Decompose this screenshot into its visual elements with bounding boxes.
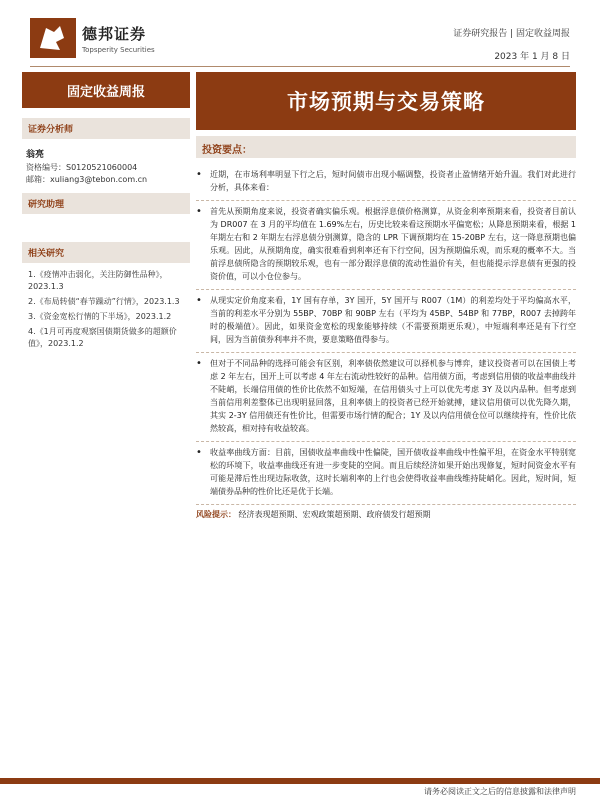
analyst-name: 翁亮 xyxy=(26,150,45,160)
header-divider xyxy=(30,66,570,67)
analyst-email: 邮箱：xuliang3@tebon.com.cn xyxy=(26,175,148,184)
summary-content xyxy=(196,164,576,520)
related-item[interactable]: 2.《布局转债“春节躁动”行情》，2023.1.3 xyxy=(28,297,180,306)
bullet-text: 但对于不同品种的选择可能会有区别，利率债依然建议可以择机参与博弈，建议投资者可以在国债上考虑 2 年左右，国开上可以考虑 4 年左右流动性较好的品种。信用债方面，考虑到信用债的收益率曲线并不陡峭，长端信用债的性价比依然不如短端，在信用债头寸上可以优先考虑 3Y 及以内品种。但考虑到当前信用利差整体已出现明显回落，且利率债上的投资者已经开始就搏，建议信用债可以优先降久期，其实 2-3Y 信用债还有性价比，但需要市场行情的配合；1Y 及以内信用债仓位可以继续持有，性价比依然较高，相对持有收益较高。 xyxy=(210,359,576,433)
report-date: 2023 年 1 月 8 日 xyxy=(494,52,570,62)
report-header xyxy=(453,26,570,62)
bullet-text: 从现实定价角度来看，1Y 国有存单，3Y 国开，5Y 国开与 R007（1M）的利差均处于平均偏高水平，当前的利差水平分别为 55BP、70BP 和 90BP 左右（平均为 45BP、54BP 和 77BP，R007 去掉跨年时的极端值）。因此，如果资金宽松的现象能够持续（不需要预期更乐观），中短端利率还是有下行空间，因为当前债券利率并不贵，要息策略值得参与。 xyxy=(210,296,576,344)
bullet-icon: • xyxy=(196,206,202,217)
risk-text: 经济表现超预期、宏观政策超预期、政府债发行超预期 xyxy=(238,510,431,519)
report-category: 证券研究报告 | 固定收益周报 xyxy=(453,29,570,39)
analyst-license: 资格编号：S0120521060004 xyxy=(26,163,138,172)
bullet-icon: • xyxy=(196,358,202,369)
summary-bullet xyxy=(196,164,576,201)
footer-note: 请务必阅读正文之后的信息披露和法律声明 xyxy=(424,787,576,796)
bullet-text: 收益率曲线方面：目前，国债收益率曲线中性偏陡，国开债收益率曲线中性偏平坦，在资金水平特别宽松的环境下，收益率曲线还有进一步变陡的空间。而且后续经济如果开始出现修复，短时间资金水平有可能是滞后性出现边际收敛，这时长端利率的上行也会使得收益率曲线维持陡峭化。因此，短时间，短端债券品种的性价比还是优于长端。 xyxy=(210,448,576,496)
risk-label: 风险提示： xyxy=(196,510,236,519)
assistant-heading: 研究助理 xyxy=(22,193,190,214)
summary-bullet xyxy=(196,442,576,505)
related-heading: 相关研究 xyxy=(22,242,190,263)
analyst-heading: 证券分析师 xyxy=(22,118,190,139)
related-item[interactable]: 4.《1月可再度观察国债期货做多的超额价值》，2023.1.2 xyxy=(28,327,177,348)
brand-name-en: Topsperity Securities xyxy=(82,45,155,54)
bullet-text: 近期，在市场利率明显下行之后，短时间债市出现小幅调整，投资者止盈情绪开始升温。我们对此进行分析，具体来看： xyxy=(210,170,576,192)
summary-heading: 投资要点： xyxy=(196,136,576,158)
logo-mark-icon xyxy=(30,18,76,58)
bullet-text: 首先从预期角度来说，投资者确实偏乐观。根据浮息债价格测算，从资金利率预期来看，投资者目前认为 DR007 在 3 月的平均值在 1.69%左右，历史比较来看这预期水平偏宽松；从降息预期来看，根据 1 年期左右和 2 年期左右浮息债分别测算，隐含的 LPR 下调预期均在 15-20BP 左右，这一降息预期也偏乐观。因此，从预期角度，确实很难看到利率还有下行空间，因为预期偏乐观，而乐观的概率不大。当前浮息债所隐含的预期较乐观，也有一部分跟浮息债的流动性溢价有关，但也能提示浮息债有更强的投资价值，可以小仓位参与。 xyxy=(210,207,576,281)
sidebar xyxy=(22,118,190,353)
summary-bullet xyxy=(196,290,576,353)
risk-warning xyxy=(196,509,576,520)
bullet-icon: • xyxy=(196,447,202,458)
related-list xyxy=(28,269,186,350)
bullet-icon: • xyxy=(196,295,202,306)
footer-bar xyxy=(0,778,600,784)
summary-bullet xyxy=(196,353,576,442)
summary-bullet xyxy=(196,201,576,290)
report-type-banner: 固定收益周报 xyxy=(22,72,190,108)
related-item[interactable]: 3.《资金宽松行情的下半场》，2023.1.2 xyxy=(28,312,172,321)
brand-name-cn: 德邦证券 xyxy=(82,24,147,43)
bullet-icon: • xyxy=(196,169,202,180)
related-item[interactable]: 1.《疫情冲击弱化，关注防御性品种》，2023.1.3 xyxy=(28,270,168,291)
report-title: 市场预期与交易策略 xyxy=(196,72,576,130)
brand-logo xyxy=(30,18,155,58)
